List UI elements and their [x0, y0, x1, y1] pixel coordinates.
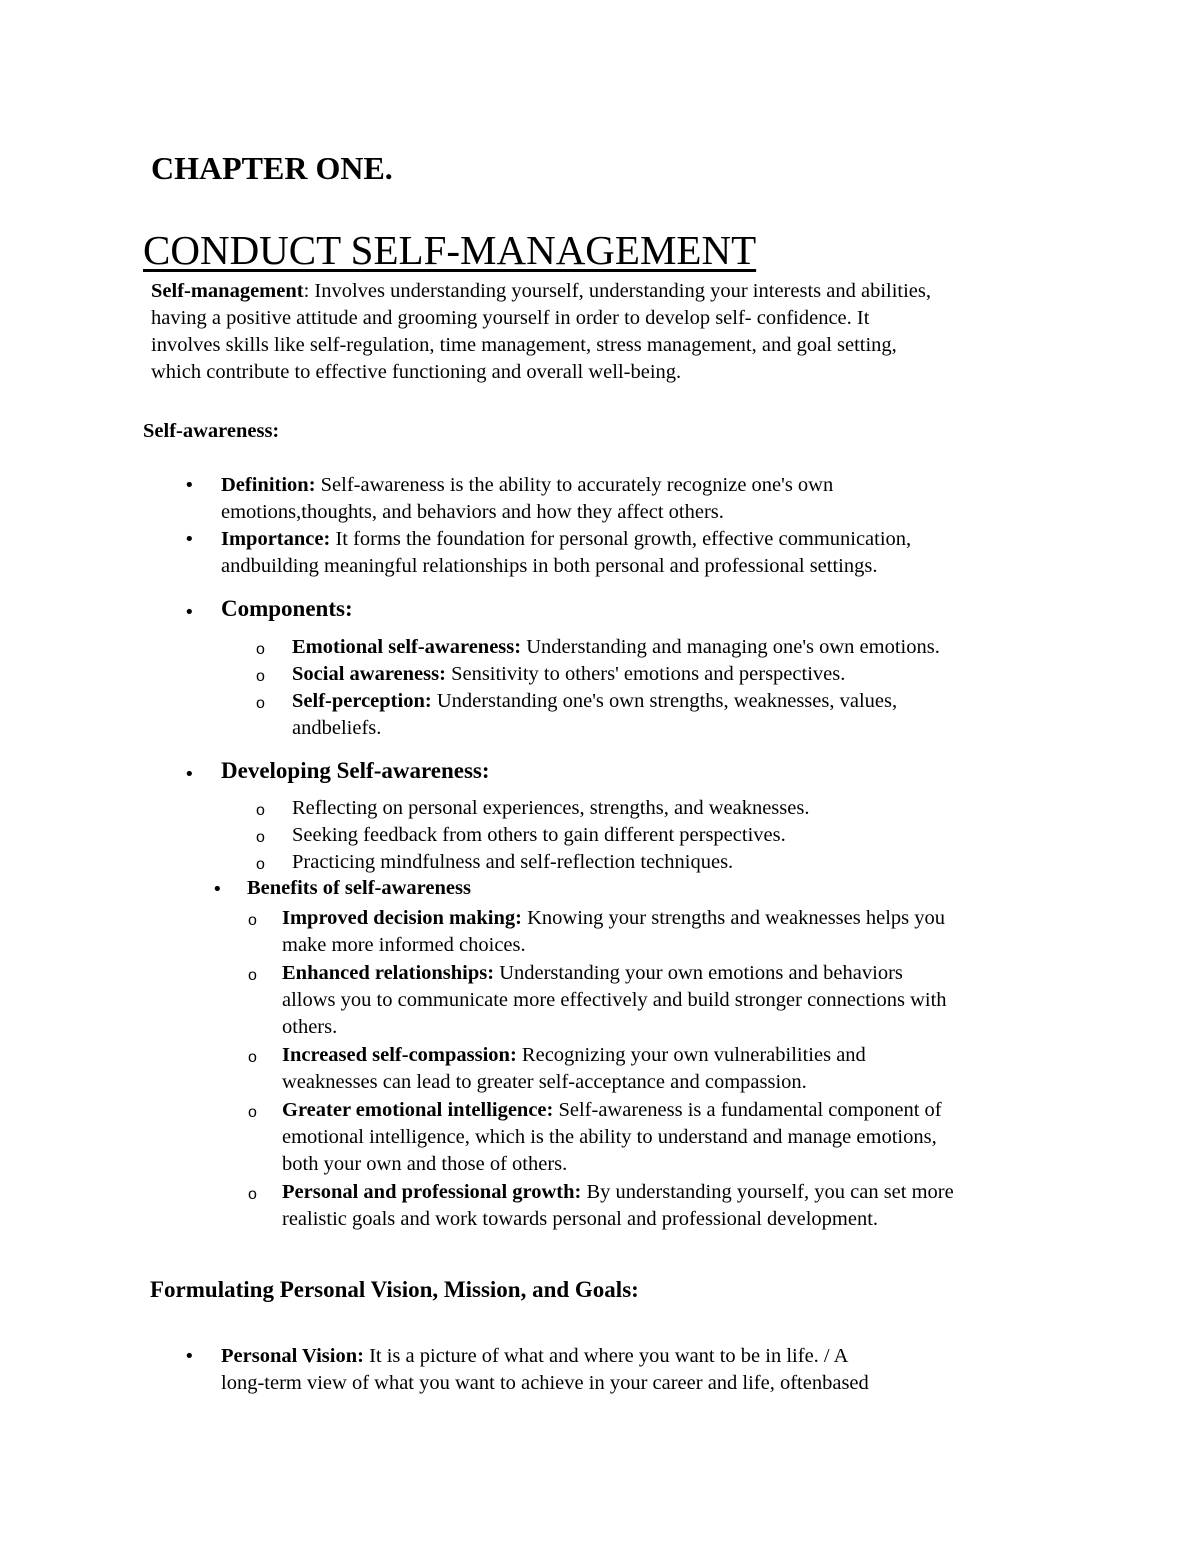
- intro-paragraph: [151, 278, 1071, 386]
- intro-line-4: which contribute to effective functioning and overall well-being.: [151, 361, 682, 383]
- developing-item: Reflecting on personal experiences, strengths, and weaknesses.: [292, 797, 810, 819]
- benefit-text-2: weaknesses can lead to greater self-acceptance and compassion.: [282, 1071, 807, 1093]
- intro-line-3: involves skills like self-regulation, time management, stress management, and goal setting,: [151, 334, 897, 356]
- bullet-icon: •: [184, 602, 195, 623]
- component-item: [292, 661, 845, 688]
- chapter-title: CHAPTER ONE.: [151, 150, 393, 186]
- sub-bullet-icon: o: [256, 829, 265, 846]
- bullet-icon: •: [184, 1346, 195, 1367]
- importance-label: Importance:: [221, 528, 331, 550]
- developing-item: Practicing mindfulness and self-reflection techniques.: [292, 851, 734, 873]
- bullet-icon: •: [212, 879, 223, 900]
- personal-vision-text-2: long-term view of what you want to achieve in your career and life, oftenbased: [221, 1372, 869, 1394]
- developing-heading: Developing Self-awareness:: [221, 758, 490, 783]
- benefit-item: [282, 905, 945, 932]
- benefit-label: Improved decision making:: [282, 907, 522, 929]
- sub-bullet-icon: o: [248, 1049, 257, 1066]
- personal-vision-label: Personal Vision:: [221, 1345, 364, 1367]
- benefits-heading: Benefits of self-awareness: [247, 877, 471, 899]
- benefit-label: Personal and professional growth:: [282, 1181, 582, 1203]
- benefit-label: Enhanced relationships:: [282, 962, 495, 984]
- benefit-text: Knowing your strengths and weaknesses helps you: [521, 907, 946, 929]
- main-title: CONDUCT SELF-MANAGEMENT: [143, 227, 757, 273]
- component-label: Social awareness:: [292, 663, 446, 685]
- definition-text: Self-awareness is the ability to accurately recognize one's own: [315, 474, 834, 496]
- component-label: Self-perception:: [292, 690, 432, 712]
- vision-section-heading: Formulating Personal Vision, Mission, and Goals:: [150, 1277, 639, 1302]
- benefit-text-3: others.: [282, 1016, 338, 1038]
- self-awareness-heading: Self-awareness:: [143, 420, 280, 442]
- benefit-text: Self-awareness is a fundamental component of: [553, 1099, 942, 1121]
- importance-text-2: andbuilding meaningful relationships in both personal and professional settings.: [221, 555, 878, 577]
- benefit-text-3: both your own and those of others.: [282, 1153, 568, 1175]
- benefit-text: Recognizing your own vulnerabilities and: [516, 1044, 866, 1066]
- benefit-text: By understanding yourself, you can set more: [581, 1181, 954, 1203]
- benefit-item: [282, 1097, 942, 1124]
- definition-label: Definition:: [221, 474, 316, 496]
- developing-item: Seeking feedback from others to gain different perspectives.: [292, 824, 786, 846]
- benefit-item: [282, 1042, 866, 1069]
- benefit-text-2: make more informed choices.: [282, 934, 526, 956]
- importance-item: [221, 526, 911, 553]
- sub-bullet-icon: o: [256, 641, 265, 658]
- definition-text-2: emotions,thoughts, and behaviors and how they affect others.: [221, 501, 724, 523]
- components-heading: Components:: [221, 596, 353, 621]
- definition-item: [221, 472, 833, 499]
- intro-term: Self-management: [151, 280, 304, 302]
- benefit-label: Increased self-compassion:: [282, 1044, 517, 1066]
- component-text: Understanding and managing one's own emotions.: [521, 636, 940, 658]
- intro-line-2: having a positive attitude and grooming yourself in order to develop self- confidence. It: [151, 307, 870, 329]
- personal-vision-text: It is a picture of what and where you want to be in life. / A: [363, 1345, 849, 1367]
- sub-bullet-icon: o: [256, 695, 265, 712]
- component-text-2: andbeliefs.: [292, 717, 382, 739]
- sub-bullet-icon: o: [248, 967, 257, 984]
- component-text: Sensitivity to others' emotions and perspectives.: [445, 663, 846, 685]
- intro-line-1: : Involves understanding yourself, understanding your interests and abilities,: [303, 280, 931, 302]
- sub-bullet-icon: o: [256, 668, 265, 685]
- benefit-text-2: realistic goals and work towards personal and professional development.: [282, 1208, 879, 1230]
- bullet-icon: •: [184, 475, 195, 496]
- benefit-label: Greater emotional intelligence:: [282, 1099, 554, 1121]
- bullet-icon: •: [184, 764, 195, 785]
- sub-bullet-icon: o: [248, 1186, 257, 1203]
- benefit-text-2: emotional intelligence, which is the ability to understand and manage emotions,: [282, 1126, 937, 1148]
- component-item: [292, 634, 940, 661]
- component-item: [292, 688, 897, 715]
- personal-vision-item: [221, 1343, 848, 1370]
- component-text: Understanding one's own strengths, weaknesses, values,: [431, 690, 898, 712]
- benefit-item: [282, 1179, 954, 1206]
- benefit-text: Understanding your own emotions and behaviors: [494, 962, 903, 984]
- bullet-icon: •: [184, 529, 195, 550]
- benefit-item: [282, 960, 903, 987]
- sub-bullet-icon: o: [256, 802, 265, 819]
- component-label: Emotional self-awareness:: [292, 636, 522, 658]
- importance-text: It forms the foundation for personal growth, effective communication,: [330, 528, 912, 550]
- sub-bullet-icon: o: [256, 856, 265, 873]
- benefit-text-2: allows you to communicate more effectively and build stronger connections with: [282, 989, 947, 1011]
- sub-bullet-icon: o: [248, 1104, 257, 1121]
- sub-bullet-icon: o: [248, 912, 257, 929]
